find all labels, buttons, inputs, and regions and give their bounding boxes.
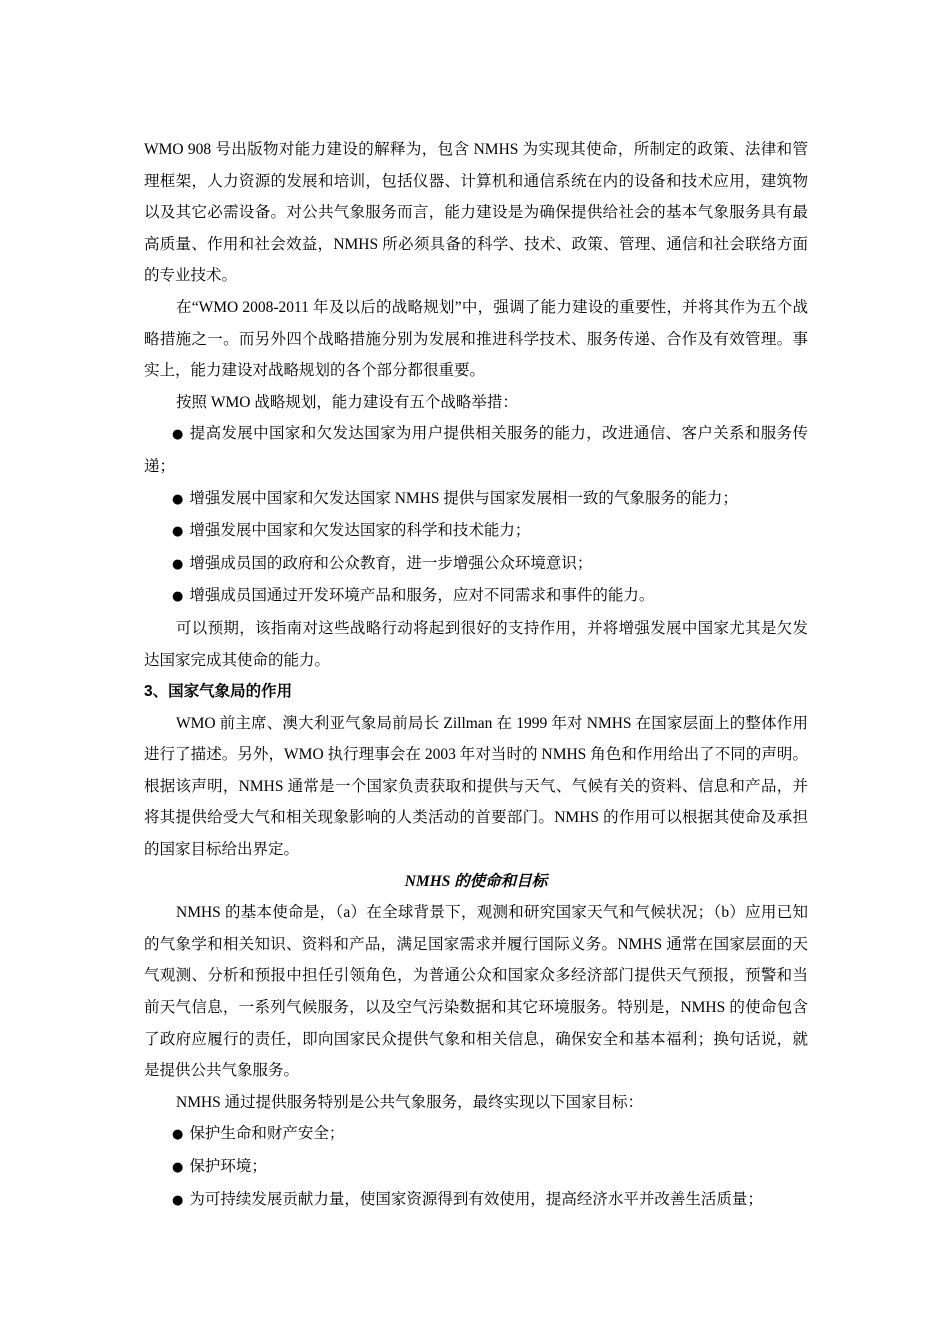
list-item [144,515,808,548]
paragraph-five-initiatives-intro: 按照 WMO 战略规划，能力建设有五个战略举措： [176,393,518,411]
paragraph-nmhs-role: WMO 前主席、澳大利亚气象局前局长 Zillman 在 1999 年对 NMHS 在国家层面上的整体作用进行了描述。另外，WMO 执行理事会在 2003 年对当时的 NMHS 角色和作用给出了不同的声明。根据该声明，NMHS 通常是一个国家负责获取和提供与天气、气候有关的资料、信息和产品，并将其提供给受大气和相关现象影响的人类活动的首要部门。NMHS 的作用可以根据其使命及承担的国家目标给出界定。 [144,714,808,859]
list-item [144,580,808,613]
section-heading: 3、国家气象局的作用 [144,683,293,701]
list-item-text: 保护生命和财产安全； [189,1125,345,1143]
document-body [144,134,808,1216]
paragraph-expectation: 可以预期，该指南对这些战略行动将起到很好的支持作用，并将增强发展中国家尤其是欠发达国家完成其使命的能力。 [144,619,808,669]
list-item-text: 增强发展中国家和欠发达国家 NMHS 提供与国家发展相一致的气象服务的能力； [189,489,738,507]
list-item [144,1118,808,1151]
bullet-icon: ● [172,556,184,572]
list-item-text: 增强成员国通过开发环境产品和服务，应对不同需求和事件的能力。 [189,587,655,605]
list-item [144,418,808,482]
list-item-text: 增强发展中国家和欠发达国家的科学和技术能力； [189,522,531,540]
list-item [144,483,808,516]
paragraph-nmhs-mission: NMHS 的基本使命是，（a）在全球背景下，观测和研究国家天气和气候状况；（b）应用已知的气象学和相关知识、资料和产品，满足国家需求并履行国际义务。NMHS 通常在国家层面的天气观测、分析和预报中担任引领角色，为普通公众和国家众多经济部门提供天气预报，预警和当前天气信息，一系列气候服务，以及空气污染数据和其它环境服务。特别是，NMHS 的使命包含了政府应履行的责任，即向国家民众提供气象和相关信息，确保安全和基本福利；换句话说，就是提供公共气象服务。 [144,904,808,1080]
list-item-text: 提高发展中国家和欠发达国家为用户提供相关服务的能力，改进通信、客户关系和服务传递； [144,425,808,475]
bullet-icon: ● [172,524,184,540]
list-item [144,548,808,581]
list-item-text: 为可持续发展贡献力量，使国家资源得到有效使用，提高经济水平并改善生活质量； [189,1190,763,1208]
list-item-text: 保护环境； [189,1158,267,1175]
list-item [144,1184,808,1217]
bullet-icon: ● [172,427,184,443]
list-item-text: 增强成员国的政府和公众教育，进一步增强公众环境意识； [189,554,593,572]
subsection-title: NMHS 的使命和目标 [404,872,548,890]
paragraph-capacity-definition: WMO 908 号出版物对能力建设的解释为，包含 NMHS 为实现其使命，所制定的政策、法律和管理框架，人力资源的发展和培训，包括仪器、计算机和通信系统在内的设备和技术应用，建筑物以及其它必需设备。对公共气象服务而言，能力建设是为确保提供给社会的基本气象服务具有最高质量、作用和社会效益，NMHS 所必须具备的科学、技术、政策、管理、通信和社会联络方面的专业技术。 [144,141,808,285]
list-item [144,1151,808,1184]
bullet-icon: ● [172,1192,184,1208]
paragraph-national-goals-intro: NMHS 通过提供服务特别是公共气象服务，最终实现以下国家目标： [176,1093,644,1111]
paragraph-strategic-plan: 在“WMO 2008-2011 年及以后的战略规划”中，强调了能力建设的重要性，并将其作为五个战略措施之一。而另外四个战略措施分别为发展和推进科学技术、服务传递、合作及有效管理。事实上，能力建设对战略规划的各个部分都很重要。 [144,298,808,380]
bullet-icon: ● [172,1160,184,1175]
bullet-icon: ● [172,491,184,507]
bullet-icon: ● [172,589,184,605]
bullet-icon: ● [172,1127,184,1143]
